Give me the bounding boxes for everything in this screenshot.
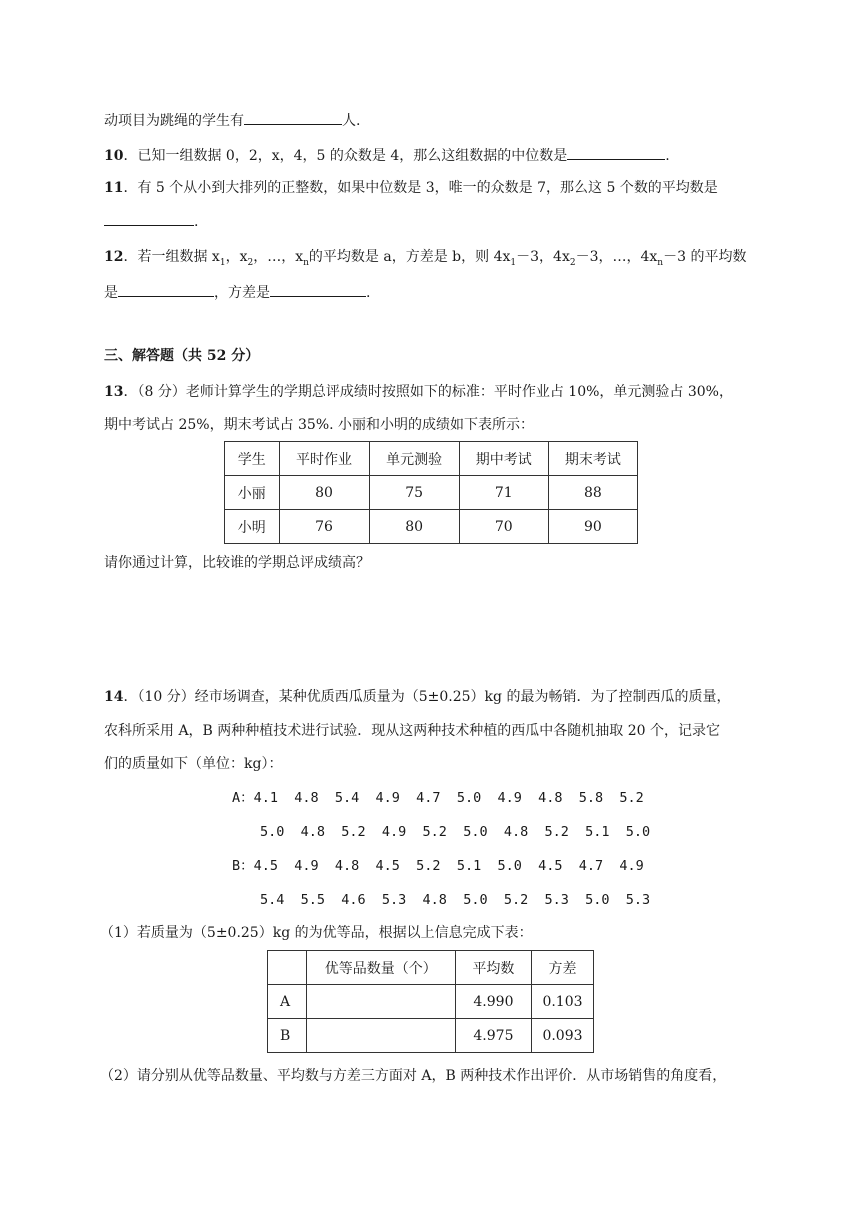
table-cell: 80 — [369, 510, 459, 544]
header-cell: 学生 — [225, 442, 280, 476]
header-cell: 单元测验 — [369, 442, 459, 476]
question-11-answer-line: . — [104, 211, 198, 232]
table-cell: 4.990 — [455, 985, 531, 1019]
table-header-row — [268, 951, 594, 985]
excellent-count-input-a[interactable] — [306, 985, 455, 1019]
answer-blank[interactable] — [104, 211, 194, 226]
question-12: 12．若一组数据 $x_1$，$x_2$，…，$x_n$的平均数是 a，方差是 b，则 $4x_1-3$，$4x_2-3$，…，$4x_n-3$ 的平均数 — [104, 249, 747, 268]
question-14-part1: （1）若质量为（5±0.25）kg 的为优等品，根据以上信息完成下表： — [100, 925, 533, 941]
table-cell: B — [268, 1019, 307, 1053]
header-cell: 方差 — [532, 951, 594, 985]
table-cell: 小明 — [225, 510, 280, 544]
table-cell: 75 — [369, 476, 459, 510]
question-number: 12 — [104, 249, 124, 265]
question-13: 13．（8 分）老师计算学生的学期总评成绩时按照如下的标准：平时作业占 10%，单元测验占 30%， — [104, 384, 733, 400]
data-row-a2: 5.0 4.8 5.2 4.9 5.2 5.0 4.8 5.2 5.1 5.0 — [260, 824, 651, 840]
table-cell: 90 — [548, 510, 637, 544]
table-row — [225, 510, 638, 544]
table-cell: 0.103 — [532, 985, 594, 1019]
data-row-b1: B：4.5 4.9 4.8 4.5 5.2 5.1 5.0 4.5 4.7 4.9 — [232, 858, 644, 874]
question-14-part2: （2）请分别从优等品数量、平均数与方差三方面对 A，B 两种技术作出评价．从市场销售的角度看， — [100, 1068, 727, 1084]
question-12-answer-line: 是 ，方差是 . — [104, 282, 370, 303]
answer-blank[interactable] — [244, 110, 342, 125]
table-row — [268, 985, 594, 1019]
data-row-b2: 5.4 5.5 4.6 5.3 4.8 5.0 5.2 5.3 5.0 5.3 — [260, 892, 651, 908]
table-cell: 0.093 — [532, 1019, 594, 1053]
mean-answer-blank[interactable] — [118, 282, 214, 297]
question-number: 10 — [104, 148, 124, 164]
table-cell: 80 — [279, 476, 369, 510]
question-11: 11．有 5 个从小到大排列的正整数，如果中位数是 3，唯一的众数是 7，那么这 5 个数的平均数是 — [104, 180, 718, 196]
question-10: 10．已知一组数据 0，2，x，4，5 的众数是 4，那么这组数据的中位数是 . — [104, 145, 670, 166]
excellent-count-input-b[interactable] — [306, 1019, 455, 1053]
table-cell: 小丽 — [225, 476, 280, 510]
section-heading: 三、解答题（共 52 分） — [104, 348, 260, 364]
header-cell: 优等品数量（个） — [306, 951, 455, 985]
table-cell: 71 — [459, 476, 548, 510]
table-row — [268, 1019, 594, 1053]
header-cell: 期中考试 — [459, 442, 548, 476]
answer-blank[interactable] — [567, 145, 665, 160]
question-number: 11 — [104, 180, 124, 196]
table-cell: 4.975 — [455, 1019, 531, 1053]
table-row — [225, 476, 638, 510]
variance-answer-blank[interactable] — [270, 282, 366, 297]
table-cell: 88 — [548, 476, 637, 510]
question-number: 13 — [104, 384, 124, 400]
q9-continuation: 动项目为跳绳的学生有 人. — [104, 110, 360, 131]
question-number: 14 — [104, 689, 124, 705]
table-cell: 70 — [459, 510, 548, 544]
data-row-a1: A：4.1 4.8 5.4 4.9 4.7 5.0 4.9 4.8 5.8 5.2 — [232, 790, 644, 806]
header-cell — [268, 951, 307, 985]
table-header-row — [225, 442, 638, 476]
table-cell: A — [268, 985, 307, 1019]
q9-text: 动项目为跳绳的学生有 — [104, 113, 244, 129]
question-13-line2: 期中考试占 25%，期末考试占 35%. 小丽和小明的成绩如下表所示： — [104, 417, 535, 433]
quality-table — [267, 950, 594, 1053]
header-cell: 期末考试 — [548, 442, 637, 476]
table-cell: 76 — [279, 510, 369, 544]
question-13-prompt: 请你通过计算，比较谁的学期总评成绩高？ — [104, 555, 370, 571]
header-cell: 平均数 — [455, 951, 531, 985]
score-table — [224, 441, 638, 544]
question-14-line3: 们的质量如下（单位：kg）： — [104, 756, 283, 772]
header-cell: 平时作业 — [279, 442, 369, 476]
question-14-line2: 农科所采用 A，B 两种种植技术进行试验．现从这两种技术种植的西瓜中各随机抽取 20 个，记录它 — [104, 723, 721, 739]
question-14: 14．（10 分）经市场调查，某种优质西瓜质量为（5±0.25）kg 的最为畅销．为了控制西瓜的质量， — [104, 689, 731, 705]
